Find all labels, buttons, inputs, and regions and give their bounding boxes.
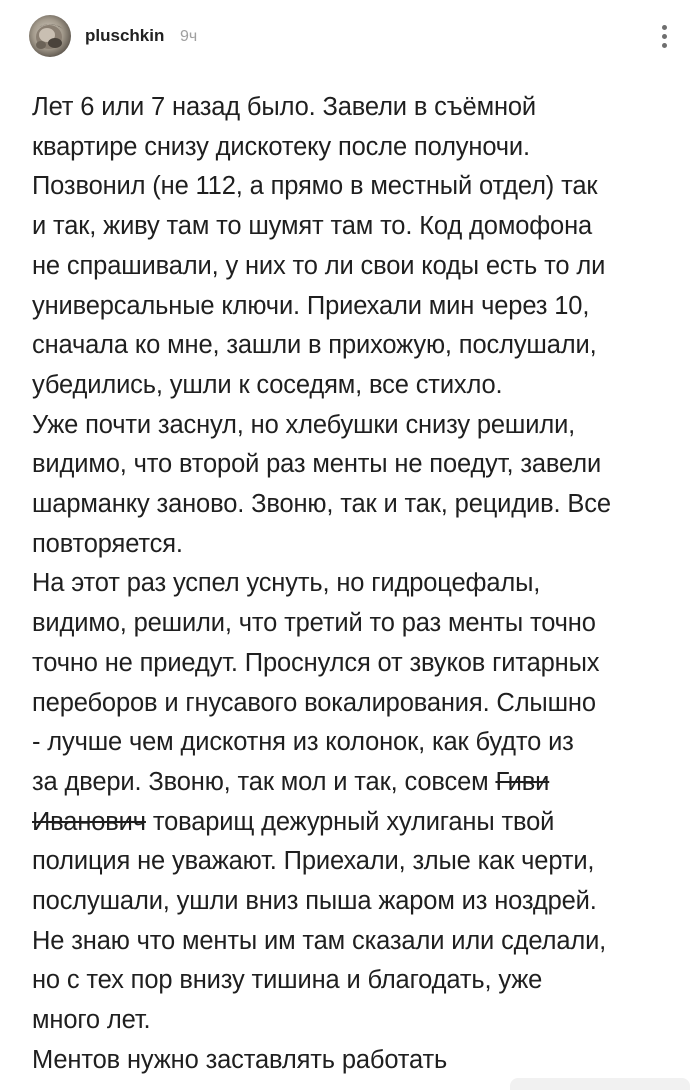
post-text: [32, 88, 682, 1081]
post-line: Позвонил (не 112, а прямо в местный отдел) так: [32, 172, 598, 201]
post-line: послушали, ушли вниз пыша жаром из ноздрей.: [32, 887, 597, 916]
post-line: не спрашивали, у них то ли свои коды есть то ли: [32, 251, 606, 280]
post-line: много лет.: [32, 1006, 151, 1035]
post-line: [32, 803, 682, 843]
post-line: Лет 6 или 7 назад было. Завели в съёмной: [32, 93, 537, 121]
post-line: - лучше чем дискотня из колонок, как будто из: [32, 728, 574, 757]
post-line: переборов и гнусавого вокалирования. Слышно: [32, 688, 596, 717]
post-line: квартире снизу дискотеку после полуночи.: [32, 132, 530, 161]
author-username[interactable]: pluschkin: [85, 26, 165, 45]
post-line: и так, живу там то шумят там то. Код домофона: [32, 212, 593, 241]
menu-dot: [662, 25, 667, 30]
post-line: но с тех пор внизу тишина и благодать, уже: [32, 966, 543, 995]
post-line-text: за двери. Звоню, так мол и так, совсем: [32, 767, 496, 796]
post-line: [32, 763, 682, 803]
post-line: Не знаю что менты им там сказали или сделали,: [32, 926, 607, 955]
post-line: видимо, решили, что третий то раз менты точно: [32, 609, 596, 638]
menu-dot: [662, 34, 667, 39]
post-line-text: товарищ дежурный хулиганы твой: [145, 807, 555, 836]
post-line: Уже почти заснул, но хлебушки снизу решили,: [32, 410, 576, 439]
post-line: Ментов нужно заставлять работать: [32, 1045, 448, 1074]
strikethrough-text: Иванович: [32, 807, 146, 836]
more-vertical-icon[interactable]: [650, 16, 678, 56]
avatar-photo: [29, 15, 71, 57]
post-line: На этот раз успел уснуть, но гидроцефалы,: [32, 569, 541, 598]
bottom-overlay: [510, 1078, 690, 1090]
post-line: повторяется.: [32, 529, 183, 558]
post-line: видимо, что второй раз менты не поедут, завели: [32, 450, 602, 479]
post-header: [0, 0, 700, 76]
strikethrough-text: Гиви: [495, 767, 550, 796]
post-line: точно не приедут. Проснулся от звуков гитарных: [32, 648, 600, 677]
post-line: универсальные ключи. Приехали мин через 10,: [32, 291, 590, 320]
menu-dot: [662, 43, 667, 48]
post-line: убедились, ушли к соседям, все стихло.: [32, 370, 503, 399]
avatar[interactable]: [29, 15, 71, 57]
post-line: сначала ко мне, зашли в прихожую, послушали,: [32, 331, 597, 360]
post-line: полиция не уважают. Приехали, злые как черти,: [32, 847, 595, 876]
post-time: 9ч: [180, 28, 198, 45]
post-line: шарманку заново. Звоню, так и так, рецидив. Все: [32, 490, 611, 519]
